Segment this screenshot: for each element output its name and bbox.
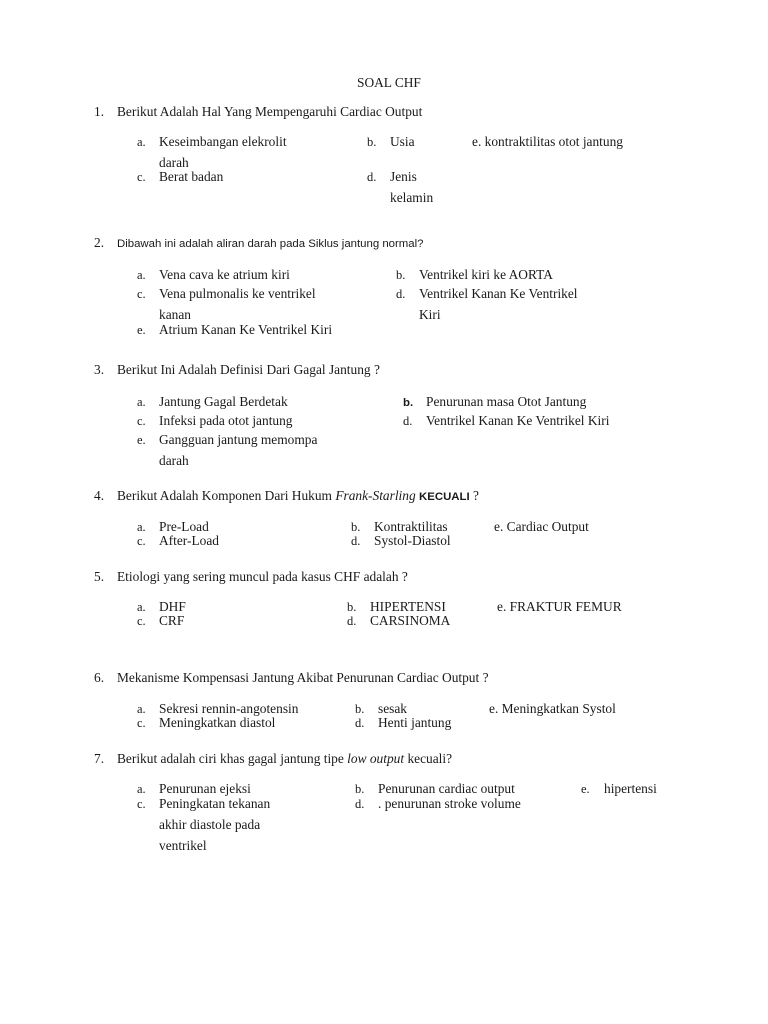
- q3-option-d-label: d.: [403, 414, 413, 428]
- question-5-number: 5.: [94, 569, 105, 584]
- q2-option-d-continuation: Kiri: [419, 307, 441, 322]
- document-title: SOAL CHF: [357, 75, 421, 90]
- q1-option-d-continuation: kelamin: [390, 190, 434, 205]
- q3-option-e-text: Gangguan jantung memompa: [159, 432, 318, 447]
- question-7-text-italic: low output: [347, 751, 405, 766]
- q7-option-c-continuation-2: ventrikel: [159, 838, 207, 853]
- q2-option-e-text: Atrium Kanan Ke Ventrikel Kiri: [159, 322, 333, 337]
- question-3-number: 3.: [94, 362, 105, 377]
- question-4-text-keyword: KECUALI: [419, 491, 470, 503]
- q3-option-e-label: e.: [137, 433, 146, 447]
- q2-option-b-text: Ventrikel kiri ke AORTA: [419, 267, 553, 282]
- question-2-text: Dibawah ini adalah aliran darah pada Siklus jantung normal?: [117, 238, 424, 250]
- q4-option-d-label: d.: [351, 534, 361, 548]
- q3-option-a-label: a.: [137, 395, 146, 409]
- q3-option-c-label: c.: [137, 414, 146, 428]
- q4-option-e-text: e. Cardiac Output: [494, 519, 589, 534]
- q7-option-d-text: . penurunan stroke volume: [378, 796, 521, 811]
- q7-option-a-text: Penurunan ejeksi: [159, 781, 251, 796]
- question-1-text: Berikut Adalah Hal Yang Mempengaruhi Cardiac Output: [117, 104, 423, 119]
- question-3-text: Berikut Ini Adalah Definisi Dari Gagal Jantung ?: [117, 362, 380, 377]
- q7-option-b-label: b.: [355, 782, 365, 796]
- question-6-text: Mekanisme Kompensasi Jantung Akibat Penurunan Cardiac Output ?: [117, 670, 489, 685]
- question-7-text-end: kecuali?: [404, 751, 453, 766]
- q1-option-d-text: Jenis: [390, 169, 417, 184]
- q4-option-c-label: c.: [137, 534, 146, 548]
- q7-option-c-continuation-1: akhir diastole pada: [159, 817, 261, 832]
- q1-option-c-label: c.: [137, 170, 146, 184]
- q6-option-a-text: Sekresi rennin-angotensin: [159, 701, 299, 716]
- q5-option-e-text: e. FRAKTUR FEMUR: [497, 599, 622, 614]
- q3-option-b-label: b.: [403, 397, 414, 409]
- question-4-text-italic: Frank-Starling: [335, 488, 416, 503]
- q7-option-a-label: a.: [137, 782, 146, 796]
- question-6-number: 6.: [94, 670, 105, 685]
- q7-option-d-label: d.: [355, 797, 365, 811]
- question-4-text-main: Berikut Adalah Komponen Dari Hukum: [117, 488, 336, 503]
- q5-option-b-text: HIPERTENSI: [370, 599, 446, 614]
- question-4-text-end: ?: [469, 488, 479, 503]
- q1-option-e-text: e. kontraktilitas otot jantung: [472, 134, 623, 149]
- q7-option-c-label: c.: [137, 797, 146, 811]
- q2-option-c-label: c.: [137, 287, 146, 301]
- q7-option-e-text: hipertensi: [604, 781, 657, 796]
- question-7-text: [117, 751, 452, 767]
- q6-option-b-text: sesak: [378, 701, 408, 716]
- q2-option-a-label: a.: [137, 268, 146, 282]
- q3-option-b-text: Penurunan masa Otot Jantung: [426, 394, 587, 409]
- q4-option-d-text: Systol-Diastol: [374, 533, 451, 548]
- question-1-number: 1.: [94, 104, 105, 119]
- q6-option-e-text: e. Meningkatkan Systol: [489, 701, 616, 716]
- q2-option-c-text: Vena pulmonalis ke ventrikel: [159, 286, 316, 301]
- q6-option-d-text: Henti jantung: [378, 715, 452, 730]
- q4-option-a-text: Pre-Load: [159, 519, 209, 534]
- q3-option-d-text: Ventrikel Kanan Ke Ventrikel Kiri: [426, 413, 610, 428]
- q1-option-d-label: d.: [367, 170, 377, 184]
- q2-option-a-text: Vena cava ke atrium kiri: [159, 267, 290, 282]
- q5-option-c-text: CRF: [159, 613, 185, 628]
- question-7-text-main: Berikut adalah ciri khas gagal jantung tipe: [117, 751, 348, 766]
- q4-option-c-text: After-Load: [159, 533, 219, 548]
- q5-option-d-label: d.: [347, 614, 357, 628]
- q1-option-c-text: Berat badan: [159, 169, 224, 184]
- question-7-number: 7.: [94, 751, 105, 766]
- q6-option-c-label: c.: [137, 716, 146, 730]
- q2-option-b-label: b.: [396, 268, 406, 282]
- q6-option-d-label: d.: [355, 716, 365, 730]
- q2-option-d-text: Ventrikel Kanan Ke Ventrikel: [419, 286, 578, 301]
- q1-option-a-continuation: darah: [159, 155, 189, 170]
- q5-option-b-label: b.: [347, 600, 357, 614]
- q2-option-c-continuation: kanan: [159, 307, 191, 322]
- q5-option-c-label: c.: [137, 614, 146, 628]
- question-2-number: 2.: [94, 235, 105, 250]
- q2-option-d-label: d.: [396, 287, 406, 301]
- q7-option-c-text: Peningkatan tekanan: [159, 796, 271, 811]
- q1-option-a-label: a.: [137, 135, 146, 149]
- q2-option-e-label: e.: [137, 323, 146, 337]
- q1-option-b-label: b.: [367, 135, 377, 149]
- q3-option-c-text: Infeksi pada otot jantung: [159, 413, 293, 428]
- q1-option-b-text: Usia: [390, 134, 415, 149]
- q1-option-a-text: Keseimbangan elekrolit: [159, 134, 287, 149]
- q4-option-b-text: Kontraktilitas: [374, 519, 448, 534]
- q4-option-b-label: b.: [351, 520, 361, 534]
- q6-option-b-label: b.: [355, 702, 365, 716]
- question-4-text: [117, 488, 479, 505]
- q5-option-a-text: DHF: [159, 599, 186, 614]
- q5-option-a-label: a.: [137, 600, 146, 614]
- q3-option-e-continuation: darah: [159, 453, 189, 468]
- q5-option-d-text: CARSINOMA: [370, 613, 451, 628]
- q7-option-e-label: e.: [581, 782, 590, 796]
- q3-option-a-text: Jantung Gagal Berdetak: [159, 394, 288, 409]
- question-4-number: 4.: [94, 488, 105, 503]
- question-5-text: Etiologi yang sering muncul pada kasus CHF adalah ?: [117, 569, 408, 584]
- q6-option-a-label: a.: [137, 702, 146, 716]
- q6-option-c-text: Meningkatkan diastol: [159, 715, 276, 730]
- q4-option-a-label: a.: [137, 520, 146, 534]
- q7-option-b-text: Penurunan cardiac output: [378, 781, 515, 796]
